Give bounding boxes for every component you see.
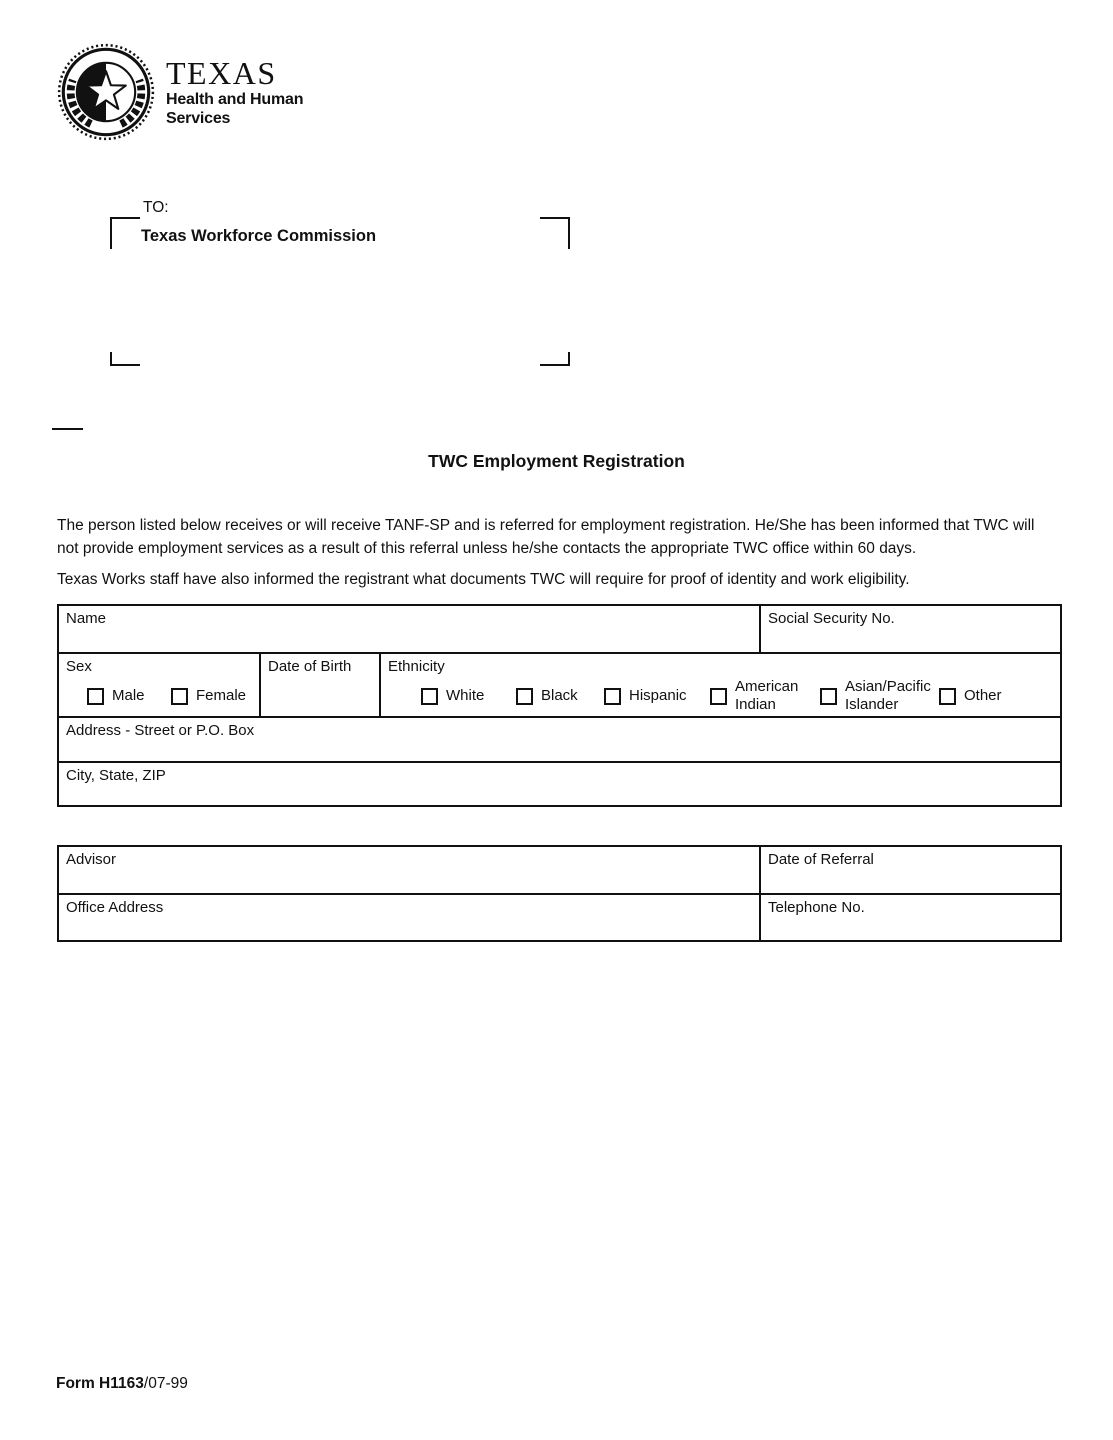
telephone-field: [759, 895, 1060, 940]
date-of-referral-label: Date of Referral: [768, 851, 874, 868]
row-address: [59, 716, 1060, 761]
row-advisor-referral-date: [59, 847, 1060, 893]
ethnicity-label: Ethnicity: [388, 658, 445, 675]
advisor-input[interactable]: [63, 869, 755, 891]
date-of-referral-field: [759, 847, 1060, 893]
black-checkbox[interactable]: [516, 688, 533, 705]
dept-name-line2: Services: [166, 110, 231, 127]
sex-label: Sex: [66, 658, 92, 675]
ssn-field: [759, 606, 1060, 652]
hispanic-checkbox[interactable]: [604, 688, 621, 705]
ethnicity-option-white: [421, 678, 484, 714]
other-label: Other: [964, 687, 1002, 704]
other-checkbox[interactable]: [939, 688, 956, 705]
city-state-zip-input[interactable]: [63, 785, 1056, 803]
ethnicity-field: [379, 654, 1060, 716]
sex-option-male: [87, 678, 145, 714]
city-state-zip-field: [59, 763, 1060, 805]
recipient-name: Texas Workforce Commission: [141, 227, 377, 245]
window-corner-top-right: [540, 217, 570, 249]
agency-logo: [56, 42, 303, 142]
dept-name-line1: Health and Human: [166, 91, 304, 108]
female-label: Female: [196, 687, 247, 704]
ethnicity-option-black: [516, 678, 578, 714]
window-corner-bottom-right: [540, 352, 570, 366]
telephone-input[interactable]: [765, 917, 1056, 938]
address-field: [59, 718, 1060, 761]
black-label: Black: [541, 687, 578, 704]
asian-pacific-islander-label: Asian/Pacific Islander: [845, 678, 931, 713]
intro-paragraph-2: Texas Works staff have also informed the registrant what documents TWC will require for proof of identity and work eligibility.: [57, 571, 910, 588]
form-revision: /07-99: [143, 1375, 188, 1392]
american-indian-checkbox[interactable]: [710, 688, 727, 705]
agency-name: [166, 56, 303, 128]
office-address-field: [59, 895, 759, 940]
ssn-input[interactable]: [765, 628, 1056, 650]
window-corner-bottom-left: [110, 352, 140, 366]
form-title: TWC Employment Registration: [428, 451, 685, 471]
fold-mark: [52, 428, 83, 430]
ethnicity-option-asian-pacific-islander: [820, 678, 941, 714]
white-checkbox[interactable]: [421, 688, 438, 705]
american-indian-label: American Indian: [735, 678, 799, 713]
row-sex-dob-ethnicity: [59, 652, 1060, 716]
to-label: TO:: [143, 199, 169, 216]
female-checkbox[interactable]: [171, 688, 188, 705]
referral-table: [57, 845, 1062, 942]
dob-field: [259, 654, 379, 716]
advisor-label: Advisor: [66, 851, 117, 868]
registrant-table: [57, 604, 1062, 807]
dob-label: Date of Birth: [268, 658, 352, 675]
sex-option-female: [171, 678, 246, 714]
row-name-ssn: [59, 606, 1060, 652]
intro-paragraph-1: The person listed below receives or will receive TANF-SP and is referred for employment registration. He/She has been informed that TWC will not provide employment services as a result of this referral unless he/she contacts the appropriate TWC office within 60 days.: [57, 517, 1035, 557]
intro-text: [57, 515, 1060, 592]
ethnicity-option-hispanic: [604, 678, 687, 714]
row-city-state-zip: [59, 761, 1060, 805]
date-of-referral-input[interactable]: [765, 869, 1056, 891]
ethnicity-option-american-indian: [710, 678, 807, 714]
office-address-input[interactable]: [63, 917, 755, 938]
texas-state-seal-icon: [56, 42, 156, 142]
form-footer: [56, 1375, 188, 1393]
white-label: White: [446, 687, 485, 704]
org-name: TEXAS: [166, 55, 277, 91]
form-number: Form H1163: [56, 1375, 144, 1392]
telephone-label: Telephone No.: [768, 899, 865, 916]
address-input[interactable]: [63, 740, 1056, 759]
male-checkbox[interactable]: [87, 688, 104, 705]
sex-field: [59, 654, 259, 716]
office-address-label: Office Address: [66, 899, 164, 916]
asian-pacific-islander-checkbox[interactable]: [820, 688, 837, 705]
name-label: Name: [66, 610, 107, 627]
hispanic-label: Hispanic: [629, 687, 687, 704]
ethnicity-option-other: [939, 678, 1002, 714]
address-label: Address - Street or P.O. Box: [66, 722, 255, 739]
male-label: Male: [112, 687, 145, 704]
advisor-field: [59, 847, 759, 893]
city-state-zip-label: City, State, ZIP: [66, 767, 166, 784]
dob-input[interactable]: [265, 676, 375, 714]
name-input[interactable]: [63, 628, 755, 650]
name-field: [59, 606, 759, 652]
row-office-telephone: [59, 893, 1060, 940]
ssn-label: Social Security No.: [768, 610, 895, 627]
window-corner-top-left: [110, 217, 140, 249]
